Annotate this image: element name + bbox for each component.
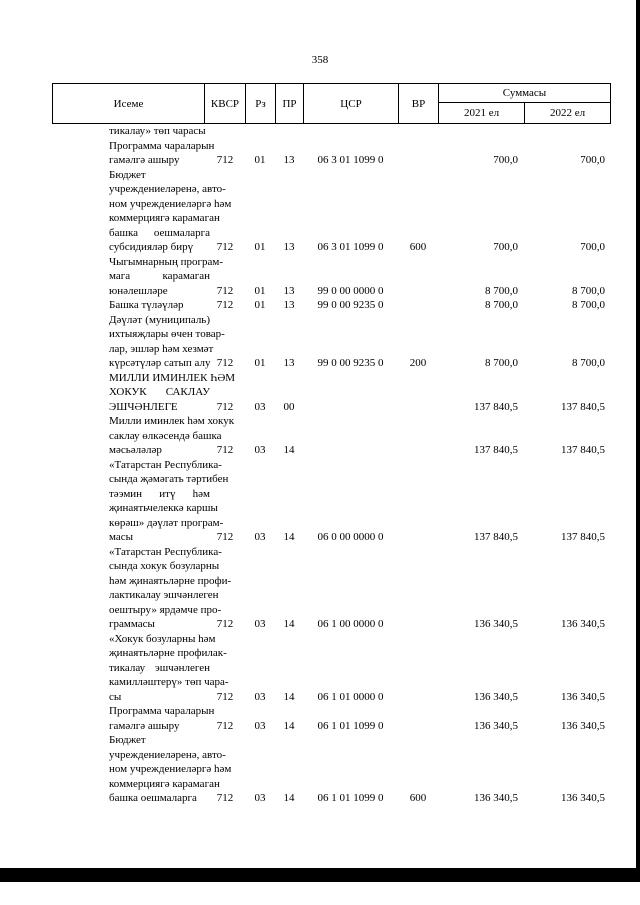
row-rz: 03 bbox=[254, 690, 266, 703]
row-pr: 14 bbox=[283, 531, 295, 543]
row-s2022: 8 700,0 bbox=[572, 299, 605, 311]
row-name-line: Башка түләүләр bbox=[109, 299, 184, 311]
table-row bbox=[0, 255, 640, 299]
row-rz: 01 bbox=[254, 154, 266, 166]
row-pr: 13 bbox=[283, 357, 295, 369]
row-name bbox=[109, 704, 215, 733]
row-name-line: учреждениеләренә, авто- bbox=[109, 748, 226, 761]
row-rz: 01 bbox=[254, 284, 266, 297]
row-s2021: 136 340,5 bbox=[474, 719, 518, 732]
row-pr: 14 bbox=[283, 618, 295, 630]
row-name-line: юнәлешләре bbox=[109, 284, 168, 297]
row-name-line: граммасы bbox=[109, 618, 155, 630]
table-row bbox=[0, 371, 640, 415]
row-vr: 600 bbox=[409, 241, 427, 253]
row-s2021: 8 700,0 bbox=[485, 299, 518, 311]
row-kvsr: 712 bbox=[216, 531, 234, 543]
row-kvsr: 712 bbox=[216, 719, 234, 732]
row-name-line: «Хокук бозуларны һәм bbox=[109, 632, 216, 645]
row-s2021: 700,0 bbox=[493, 241, 518, 253]
row-name-line: көрәш» дәүләт програм- bbox=[109, 516, 224, 529]
row-s2022: 136 340,5 bbox=[561, 618, 605, 630]
header-kvsr: КВСР bbox=[204, 83, 246, 124]
row-kvsr: 712 bbox=[216, 299, 234, 311]
row-name-line: тикалау» төп чарасы bbox=[109, 125, 206, 137]
row-s2022: 8 700,0 bbox=[572, 357, 605, 369]
row-name-line: «Татарстан Республика- bbox=[109, 458, 222, 471]
row-rz: 03 bbox=[254, 400, 266, 413]
row-s2021: 136 340,5 bbox=[474, 618, 518, 630]
table-row bbox=[0, 139, 640, 168]
row-name-line: тәэмин итү һәм bbox=[109, 487, 210, 500]
row-name-line: җинаятьчелеккә каршы bbox=[109, 502, 218, 514]
row-rz: 01 bbox=[254, 241, 266, 253]
row-name-line: мәсьәләләр bbox=[109, 444, 162, 456]
table-row bbox=[0, 458, 640, 545]
row-name bbox=[109, 255, 223, 299]
row-name-line: учреждениеләренә, авто- bbox=[109, 183, 226, 195]
row-s2021: 136 340,5 bbox=[474, 690, 518, 703]
row-name-line: оештыру» ярдәмче про- bbox=[109, 603, 222, 616]
header-name: Исеме bbox=[52, 83, 205, 124]
row-name-line: коммерциягә карамаган bbox=[109, 212, 220, 224]
row-s2021: 137 840,5 bbox=[474, 444, 518, 456]
table-row bbox=[0, 632, 640, 705]
row-s2022: 136 340,5 bbox=[561, 719, 605, 732]
header-vr: ВР bbox=[398, 83, 439, 124]
table-row bbox=[0, 414, 640, 458]
row-csr: 06 1 01 0000 0 bbox=[317, 690, 384, 703]
row-kvsr: 712 bbox=[216, 357, 234, 369]
row-name-line: Бюджет bbox=[109, 734, 146, 746]
row-name-line: ихтыяҗлары өчен товар- bbox=[109, 328, 225, 340]
row-s2021: 700,0 bbox=[493, 154, 518, 166]
row-name-line: җинаятьләрне профилак- bbox=[109, 647, 227, 659]
table-row bbox=[0, 545, 640, 632]
row-name bbox=[109, 298, 210, 313]
row-kvsr: 712 bbox=[216, 690, 234, 703]
row-name-line: күрсәтүләр сатып алу bbox=[109, 357, 211, 369]
row-s2021: 137 840,5 bbox=[474, 400, 518, 413]
row-rz: 03 bbox=[254, 618, 266, 630]
row-name-line: башка оешмаларга bbox=[109, 226, 210, 239]
row-s2022: 8 700,0 bbox=[572, 284, 605, 297]
row-name-line: Дәүләт (муниципаль) bbox=[109, 313, 210, 326]
table-row bbox=[0, 298, 640, 313]
row-csr: 06 0 00 0000 0 bbox=[317, 531, 384, 543]
row-name-line: Программа чараларын bbox=[109, 705, 215, 717]
page-number: 358 bbox=[311, 54, 329, 66]
row-name-line: саклау өлкәсендә башка bbox=[109, 429, 222, 442]
row-csr: 99 0 00 0000 0 bbox=[317, 284, 384, 297]
row-name-line: ном учреждениеләргә һәм bbox=[109, 763, 232, 775]
row-kvsr: 712 bbox=[216, 241, 234, 253]
row-name-line: башка оешмаларга bbox=[109, 792, 197, 804]
scan-edge-right bbox=[636, 0, 640, 868]
row-s2021: 136 340,5 bbox=[474, 792, 518, 804]
row-pr: 13 bbox=[283, 299, 295, 311]
row-csr: 06 1 01 1099 0 bbox=[317, 792, 384, 804]
row-csr: 99 0 00 9235 0 bbox=[317, 357, 384, 369]
row-name-line: лар, эшләр һәм хезмәт bbox=[109, 342, 214, 355]
row-s2021: 8 700,0 bbox=[485, 357, 518, 369]
row-csr: 06 3 01 1099 0 bbox=[317, 241, 384, 253]
header-2022: 2022 ел bbox=[524, 102, 611, 124]
row-vr: 600 bbox=[409, 792, 427, 804]
row-name-line: мага карамаган bbox=[109, 270, 210, 282]
row-name-line: гамәлгә ашыру bbox=[109, 154, 180, 166]
row-name-line: ном учреждениеләргә һәм bbox=[109, 197, 232, 210]
row-s2022: 136 340,5 bbox=[561, 690, 605, 703]
table-row bbox=[0, 704, 640, 733]
row-name-line: «Татарстан Республика- bbox=[109, 545, 222, 558]
row-pr: 13 bbox=[283, 154, 295, 166]
row-s2022: 700,0 bbox=[580, 154, 605, 166]
row-name-line: сында җәмәгать тәртибен bbox=[109, 473, 229, 485]
row-kvsr: 712 bbox=[216, 792, 234, 804]
row-rz: 03 bbox=[254, 792, 266, 804]
header-2021: 2021 ел bbox=[438, 102, 525, 124]
row-name-line: Бюджет bbox=[109, 168, 146, 181]
row-name-line: Чыгымнарның програм- bbox=[109, 255, 223, 268]
row-s2022: 700,0 bbox=[580, 241, 605, 253]
row-name-line: масы bbox=[109, 531, 134, 543]
row-csr: 06 1 01 1099 0 bbox=[317, 719, 384, 732]
row-name-line: тикалау эшчәнлеген bbox=[109, 661, 210, 674]
row-rz: 03 bbox=[254, 719, 266, 732]
row-csr: 06 1 00 0000 0 bbox=[317, 618, 384, 630]
row-kvsr: 712 bbox=[216, 444, 234, 456]
row-name-line: камилләштерү» төп чара- bbox=[109, 676, 229, 688]
row-name bbox=[109, 124, 210, 139]
row-s2021: 8 700,0 bbox=[485, 284, 518, 297]
row-name-line: гамәлгә ашыру bbox=[109, 719, 180, 732]
row-s2022: 137 840,5 bbox=[561, 531, 605, 543]
header-pr: ПР bbox=[275, 83, 304, 124]
row-pr: 00 bbox=[283, 400, 295, 413]
header-csr: ЦСР bbox=[303, 83, 399, 124]
row-name-line: Милли иминлек һәм хокук bbox=[109, 415, 235, 427]
row-vr: 200 bbox=[409, 357, 427, 369]
row-csr: 06 3 01 1099 0 bbox=[317, 154, 384, 166]
row-s2022: 136 340,5 bbox=[561, 792, 605, 804]
row-rz: 03 bbox=[254, 531, 266, 543]
row-name-line: субсидияләр бирү bbox=[109, 241, 194, 253]
row-rz: 01 bbox=[254, 299, 266, 311]
row-s2022: 137 840,5 bbox=[561, 444, 605, 456]
table-row bbox=[0, 313, 640, 371]
row-kvsr: 712 bbox=[216, 284, 234, 297]
row-kvsr: 712 bbox=[216, 618, 234, 630]
header-sums: Суммасы bbox=[438, 83, 611, 103]
row-name bbox=[109, 139, 215, 168]
table-row bbox=[0, 733, 640, 806]
row-name-line: МИЛЛИ ИМИНЛЕК ҺӘМ bbox=[109, 371, 236, 384]
row-name-line: сында хокук бозуларны bbox=[109, 560, 220, 572]
table-row bbox=[0, 124, 640, 139]
row-kvsr: 712 bbox=[216, 154, 234, 166]
row-csr: 99 0 00 9235 0 bbox=[317, 299, 384, 311]
row-s2021: 137 840,5 bbox=[474, 531, 518, 543]
row-name-line: ЭШЧӘНЛЕГЕ bbox=[109, 400, 178, 413]
table-row bbox=[0, 168, 640, 255]
row-name-line: сы bbox=[109, 690, 122, 703]
row-pr: 14 bbox=[283, 444, 295, 456]
header-rz: Рз bbox=[245, 83, 276, 124]
row-pr: 14 bbox=[283, 690, 295, 703]
row-name-line: ХОКУК САКЛАУ bbox=[109, 386, 210, 398]
row-name-line: коммерциягә карамаган bbox=[109, 777, 220, 790]
row-kvsr: 712 bbox=[216, 400, 234, 413]
row-name-line: Программа чараларын bbox=[109, 139, 215, 152]
row-rz: 01 bbox=[254, 357, 266, 369]
row-pr: 13 bbox=[283, 284, 295, 297]
row-pr: 14 bbox=[283, 792, 295, 804]
row-pr: 13 bbox=[283, 241, 295, 253]
row-rz: 03 bbox=[254, 444, 266, 456]
row-name-line: лактикалау эшчәнлеген bbox=[109, 589, 219, 601]
row-pr: 14 bbox=[283, 719, 295, 732]
row-s2022: 137 840,5 bbox=[561, 400, 605, 413]
row-name-line: һәм җинаятьләрне профи- bbox=[109, 574, 232, 587]
scan-edge-bottom bbox=[0, 868, 640, 882]
